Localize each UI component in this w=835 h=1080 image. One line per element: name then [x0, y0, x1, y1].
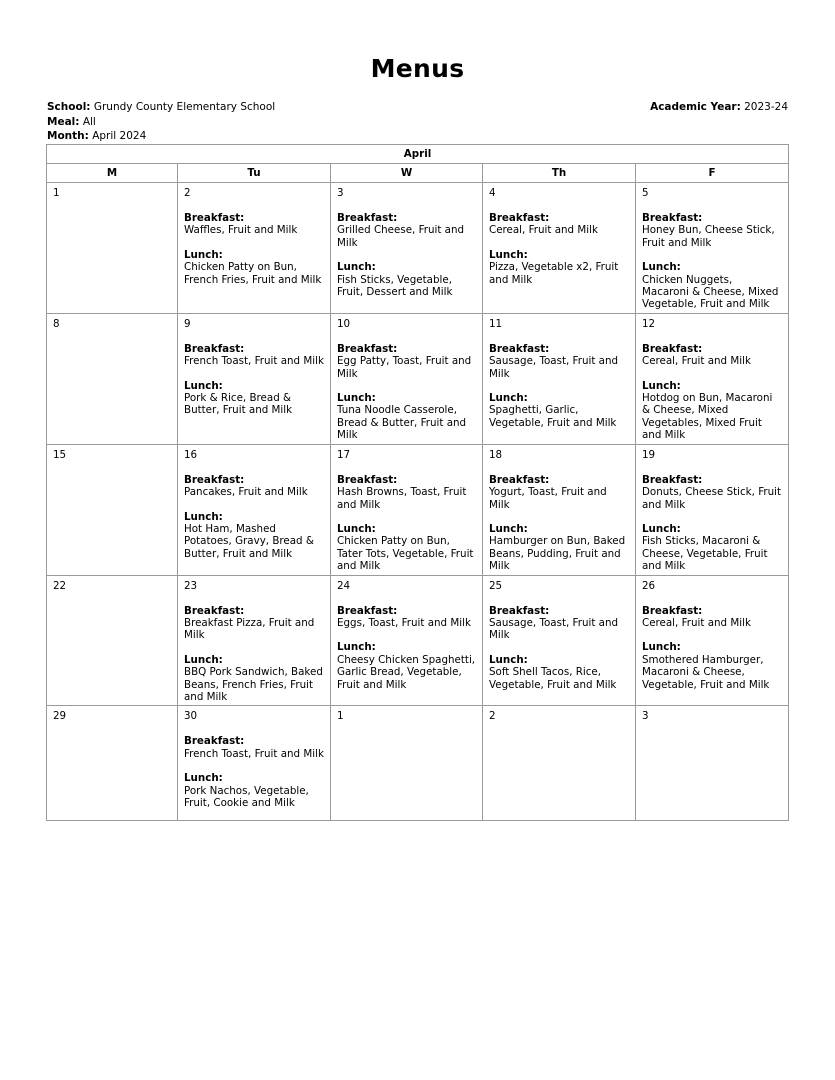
day-number: 25	[489, 579, 503, 592]
calendar-day-cell	[331, 706, 483, 821]
month-value: April 2024	[92, 130, 147, 142]
day-number: 19	[642, 448, 656, 461]
weekday-header: M	[47, 164, 178, 183]
day-number: 1	[53, 187, 60, 199]
calendar-day-cell	[331, 183, 483, 314]
calendar-month-header: April	[47, 145, 789, 164]
lunch-label: Lunch:	[642, 522, 681, 535]
calendar-day-cell	[636, 706, 789, 821]
lunch-label: Lunch:	[489, 522, 528, 535]
breakfast-items: Yogurt, Toast, Fruit and Milk	[489, 486, 607, 511]
day-number: 24	[337, 579, 351, 592]
breakfast-items: French Toast, Fruit and Milk	[184, 747, 324, 760]
weekday-header-row	[47, 164, 789, 183]
breakfast-label: Breakfast:	[337, 473, 398, 486]
month-row	[47, 129, 275, 144]
lunch-items: Fish Sticks, Macaroni & Cheese, Vegetable, Fruit and Milk	[642, 535, 768, 573]
calendar-day-cell	[636, 575, 789, 706]
calendar-week-row	[47, 444, 789, 575]
lunch-label: Lunch:	[184, 510, 223, 523]
day-number: 4	[489, 187, 496, 199]
calendar-day-cell	[483, 313, 636, 444]
page-title: Menus	[370, 54, 465, 83]
calendar-day-cell	[178, 706, 331, 821]
lunch-items: Pizza, Vegetable x2, Fruit and Milk	[489, 261, 619, 286]
lunch-label: Lunch:	[184, 248, 223, 261]
breakfast-label: Breakfast:	[642, 604, 703, 617]
breakfast-label: Breakfast:	[337, 604, 398, 617]
weekday-header: F	[636, 164, 789, 183]
calendar-day-cell	[47, 313, 178, 444]
lunch-label: Lunch:	[642, 261, 681, 274]
calendar-week-row	[47, 183, 789, 314]
breakfast-items: Egg Patty, Toast, Fruit and Milk	[337, 355, 472, 380]
breakfast-items: French Toast, Fruit and Milk	[184, 355, 324, 368]
day-number: 17	[337, 448, 351, 461]
menu-meta	[47, 100, 275, 144]
lunch-label: Lunch:	[489, 653, 528, 666]
calendar-day-cell	[47, 575, 178, 706]
breakfast-items: Sausage, Toast, Fruit and Milk	[489, 355, 619, 380]
day-number: 10	[337, 317, 351, 330]
breakfast-items: Cereal, Fruit and Milk	[642, 355, 751, 368]
lunch-items: Hamburger on Bun, Baked Beans, Pudding, Fruit and Milk	[489, 535, 626, 573]
lunch-items: BBQ Pork Sandwich, Baked Beans, French Fries, Fruit and Milk	[184, 666, 323, 703]
breakfast-label: Breakfast:	[184, 212, 245, 224]
breakfast-items: Sausage, Toast, Fruit and Milk	[489, 616, 619, 642]
calendar-day-cell	[178, 444, 331, 575]
day-number: 3	[337, 187, 344, 199]
month-label: Month:	[47, 130, 89, 142]
breakfast-items: Hash Browns, Toast, Fruit and Milk	[337, 486, 467, 511]
breakfast-label: Breakfast:	[337, 212, 398, 224]
lunch-items: Smothered Hamburger, Macaroni & Cheese, Vegetable, Fruit and Milk	[642, 653, 770, 691]
breakfast-items: Honey Bun, Cheese Stick, Fruit and Milk	[642, 224, 775, 249]
lunch-label: Lunch:	[642, 379, 681, 392]
calendar-day-cell	[483, 575, 636, 706]
calendar-day-cell	[483, 444, 636, 575]
calendar-day-cell	[47, 444, 178, 575]
school-label: School:	[47, 101, 91, 113]
lunch-label: Lunch:	[184, 653, 223, 666]
meal-row	[47, 115, 275, 130]
calendar-day-cell	[47, 706, 178, 821]
day-number: 23	[184, 579, 198, 592]
year-value: 2023-24	[744, 101, 788, 113]
lunch-items: Fish Sticks, Vegetable, Fruit, Dessert and Milk	[337, 273, 453, 299]
breakfast-items: Grilled Cheese, Fruit and Milk	[337, 224, 465, 249]
breakfast-items: Pancakes, Fruit and Milk	[184, 486, 308, 499]
academic-year	[650, 100, 788, 115]
lunch-label: Lunch:	[337, 641, 376, 654]
weekday-header: Tu	[178, 164, 331, 183]
calendar-day-cell	[331, 444, 483, 575]
calendar-day-cell	[331, 575, 483, 706]
breakfast-items: Eggs, Toast, Fruit and Milk	[337, 616, 471, 629]
breakfast-label: Breakfast:	[184, 473, 245, 486]
day-number: 18	[489, 448, 503, 461]
lunch-items: Cheesy Chicken Spaghetti, Garlic Bread, Vegetable, Fruit and Milk	[337, 653, 476, 691]
breakfast-label: Breakfast:	[489, 473, 550, 486]
breakfast-label: Breakfast:	[489, 342, 550, 355]
day-number: 22	[53, 579, 67, 592]
calendar-day-cell	[636, 444, 789, 575]
calendar-day-cell	[178, 183, 331, 314]
lunch-items: Chicken Patty on Bun, French Fries, Fruit and Milk	[184, 261, 322, 286]
breakfast-label: Breakfast:	[489, 212, 550, 224]
lunch-items: Chicken Nuggets, Macaroni & Cheese, Mixed Vegetable, Fruit and Milk	[642, 273, 779, 311]
day-number: 29	[53, 710, 67, 723]
day-number: 26	[642, 579, 656, 592]
lunch-items: Tuna Noodle Casserole, Bread & Butter, Fruit and Milk	[337, 404, 467, 442]
calendar-day-cell	[178, 313, 331, 444]
lunch-label: Lunch:	[489, 392, 528, 405]
lunch-label: Lunch:	[184, 379, 223, 392]
lunch-label: Lunch:	[337, 261, 376, 274]
calendar-day-cell	[178, 575, 331, 706]
breakfast-label: Breakfast:	[337, 342, 398, 355]
meal-label: Meal:	[47, 115, 80, 128]
day-number: 12	[642, 317, 656, 330]
breakfast-label: Breakfast:	[489, 604, 550, 617]
day-number: 2	[184, 187, 191, 199]
breakfast-items: Donuts, Cheese Stick, Fruit and Milk	[642, 486, 782, 511]
breakfast-items: Breakfast Pizza, Fruit and Milk	[184, 616, 315, 642]
year-label: Academic Year:	[650, 101, 741, 113]
breakfast-label: Breakfast:	[642, 212, 703, 224]
calendar-day-cell	[331, 313, 483, 444]
menu-calendar	[46, 144, 789, 821]
day-number: 16	[184, 448, 198, 461]
calendar-week-row	[47, 313, 789, 444]
calendar-day-cell	[636, 313, 789, 444]
day-number: 1	[337, 710, 344, 723]
lunch-label: Lunch:	[337, 522, 376, 535]
breakfast-label: Breakfast:	[184, 735, 245, 748]
lunch-items: Hotdog on Bun, Macaroni & Cheese, Mixed Vegetables, Mixed Fruit and Milk	[642, 392, 773, 442]
lunch-items: Pork & Rice, Bread & Butter, Fruit and Milk	[184, 392, 293, 417]
lunch-items: Spaghetti, Garlic, Vegetable, Fruit and Milk	[489, 404, 617, 429]
day-number: 11	[489, 317, 503, 330]
meal-value: All	[82, 115, 96, 128]
school-row	[47, 100, 275, 115]
breakfast-label: Breakfast:	[642, 473, 703, 486]
calendar-week-row	[47, 575, 789, 706]
weekday-header: W	[331, 164, 483, 183]
calendar-day-cell	[636, 183, 789, 314]
day-number: 5	[642, 187, 649, 199]
breakfast-items: Cereal, Fruit and Milk	[642, 616, 751, 629]
calendar-day-cell	[483, 183, 636, 314]
day-number: 9	[184, 317, 191, 330]
calendar-day-cell	[483, 706, 636, 821]
lunch-items: Chicken Patty on Bun, Tater Tots, Vegetable, Fruit and Milk	[337, 535, 474, 573]
day-number: 30	[184, 710, 198, 723]
school-name: Grundy County Elementary School	[93, 101, 276, 113]
lunch-items: Pork Nachos, Vegetable, Fruit, Cookie and Milk	[184, 784, 309, 809]
day-number: 2	[489, 710, 496, 723]
weekday-header: Th	[483, 164, 636, 183]
breakfast-items: Cereal, Fruit and Milk	[489, 224, 598, 237]
breakfast-label: Breakfast:	[642, 342, 703, 355]
breakfast-label: Breakfast:	[184, 604, 245, 617]
day-number: 3	[642, 710, 649, 723]
lunch-items: Hot Ham, Mashed Potatoes, Gravy, Bread & Butter, Fruit and Milk	[184, 522, 314, 560]
day-number: 15	[53, 448, 67, 461]
breakfast-items: Waffles, Fruit and Milk	[184, 224, 298, 237]
day-number: 8	[53, 317, 60, 330]
breakfast-label: Breakfast:	[184, 342, 245, 355]
lunch-label: Lunch:	[489, 248, 528, 261]
calendar-day-cell	[47, 183, 178, 314]
lunch-items: Soft Shell Tacos, Rice, Vegetable, Fruit and Milk	[489, 666, 617, 691]
calendar-week-row	[47, 706, 789, 821]
lunch-label: Lunch:	[642, 641, 681, 654]
lunch-label: Lunch:	[184, 772, 223, 785]
lunch-label: Lunch:	[337, 392, 376, 405]
